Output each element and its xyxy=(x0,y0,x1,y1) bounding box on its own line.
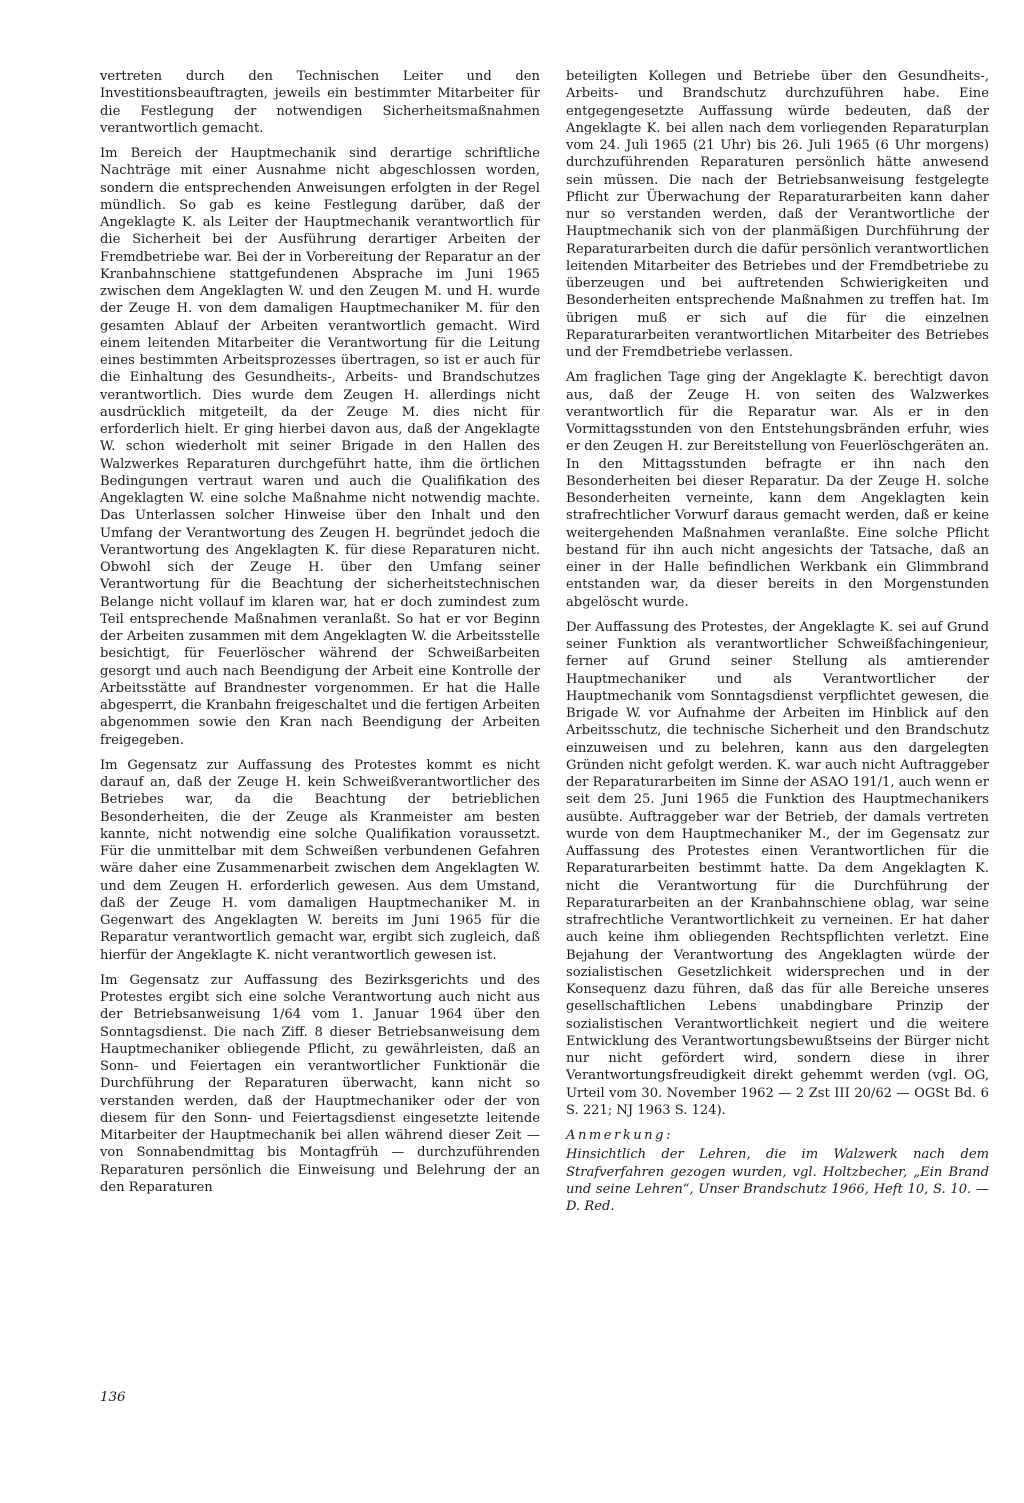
paragraph: Der Auffassung des Protestes, der Angeklagte K. sei auf Grund seiner Funktion als verantwortlicher Schweißfachingenieur, ferner auf Grund seiner Stellung als amtierender Hauptmechaniker und als Verantwortlicher der Hauptmechanik vom Sonntagsdienst verpflichtet gewesen, die Brigade W. vor Aufnahme der Arbeiten im Hinblick auf den Arbeitsschutz, die technische Sicherheit und den Brandschutz einzuweisen und zu belehren, kann aus den dargelegten Gründen nicht gefolgt werden. K. war auch nicht Auftraggeber der Reparaturarbeiten im Sinne der ASAO 191/1, auch wenn er seit dem 25. Juni 1965 die Funktion des Hauptmechanikers ausübte. Auftraggeber war der Betrieb, der damals vertreten wurde von dem Hauptmechaniker M., der im Gegensatz zur Auffassung des Protestes einen Verantwortlichen für die Reparaturarbeiten bestimmt hatte. Da dem Angeklagten K. nicht die Verantwortung für die Durchführung der Reparaturarbeiten an der Kranbahnschiene oblag, war seine strafrechtliche Verantwortlichkeit zu verneinen. Er hat daher auch keine ihm obliegenden Rechtspflichten verletzt. Eine Bejahung der Verantwortung des Angeklagten würde der sozialistischen Gesetzlichkeit widersprechen und in der Konsequenz dazu führen, daß das für alle Bereiche unseres gesellschaftlichen Lebens unabdingbare Prinzip der sozialistischen Verantwortlichkeit negiert und die weitere Entwicklung des Verantwortungsbewußtseins der Bürger nicht nur nicht gefördert wird, sondern diese in ihrer Verantwortungsfreudigkeit direkt gehemmt werden (vgl. OG, Urteil vom 30. November 1962 — 2 Zst III 20/62 — OGSt Bd. 6 S. 221; NJ 1963 S. 124). xyxy=(566,619,989,1118)
paragraph: Im Gegensatz zur Auffassung des Bezirksgerichts und des Protestes ergibt sich eine solche Verantwortung auch nicht aus der Betriebsanweisung 1/64 vom 1. Januar 1964 über den Sonntagsdienst. Die nach Ziff. 8 dieser Betriebsanweisung dem Hauptmechaniker obliegende Pflicht, zu gewährleisten, daß an Sonn- und Feiertagen ein verantwortlicher Funktionär die Durchführung der Reparaturen überwacht, kann nicht so verstanden werden, daß der Hauptmechaniker oder der von diesem für den Sonn- und Feiertagsdienst eingesetzte leitende Mitarbeiter der Hauptmechanik bei allen während dieser Zeit — von Sonnabendmittag bis Montagfrüh — durchzuführenden Reparaturen persönlich die Einweisung und Belehrung der an den Reparaturen xyxy=(100,972,540,1195)
paragraph: Im Gegensatz zur Auffassung des Protestes kommt es nicht darauf an, daß der Zeuge H. kein Schweißverantwortlicher des Betriebes war, da die Beachtung der betrieblichen Besonderheiten, die der Zeuge als Kranmeister am besten kannte, nicht notwendig eine solche Qualifikation voraussetzt. Für die unmittelbar mit dem Schweißen verbundenen Gefahren wäre daher eine Zusammenarbeit zwischen dem Angeklagten W. und dem Zeugen H. erforderlich gewesen. Aus dem Umstand, daß der Zeuge H. vom damaligen Hauptmechaniker M. in Gegenwart des Angeklagten W. bereits im Juni 1965 für die Reparatur verantwortlich gemacht war, ergibt sich zugleich, daß hierfür der Angeklagte K. nicht verantwortlich gewesen ist. xyxy=(100,757,540,963)
editorial-note: Hinsichtlich der Lehren, die im Walzwerk nach dem Strafverfahren gezogen wurden, vgl. Holtzbecher, „Ein Brand und seine Lehren“, Unser Brandschutz 1966, Heft 10, S. 10. — D. Red. xyxy=(566,1147,989,1214)
paragraph: vertreten durch den Technischen Leiter und den Investitionsbeauftragten, jeweils ein bestimmter Mitarbeiter für die Festlegung der notwendigen Sicherheitsmaßnahmen verantwortlich gemacht. xyxy=(100,69,540,136)
paragraph: Am fraglichen Tage ging der Angeklagte K. berechtigt davon aus, daß der Zeuge H. von seiten des Walzwerkes verantwortlich für die Reparatur war. Als er in den Vormittagsstunden von den Entstehungsbränden erfuhr, wies er den Zeugen H. zur Bereitstellung von Feuerlöschgeräten an. In den Mittagsstunden befragte er ihn nach den Besonderheiten bei dieser Reparatur. Da der Zeuge H. solche Besonderheiten verneinte, kann dem Angeklagten kein strafrechtlicher Vorwurf daraus gemacht werden, daß er keine weitergehenden Maßnahmen veranlaßte. Eine solche Pflicht bestand für ihn auch nicht angesichts der Tatsache, daß an einer in der Halle befindlichen Werkbank ein Glimmbrand entstanden war, da dieser bereits in den Morgenstunden abgelöscht wurde. xyxy=(566,370,989,610)
note-label: Anmerkung: xyxy=(566,1128,673,1143)
right-column xyxy=(566,68,989,1223)
left-column xyxy=(100,68,540,1204)
page-number: 136 xyxy=(100,1390,126,1405)
paragraph: Im Bereich der Hauptmechanik sind derartige schriftliche Nachträge mit einer Ausnahme nicht abgeschlossen worden, sondern die entsprechenden Anweisungen erfolgten in der Regel mündlich. So gab es keine Festlegung darüber, daß der Angeklagte K. als Leiter der Hauptmechanik verantwortlich für die Sicherheit bei der Ausführung derartiger Arbeiten der Fremdbetriebe war. Bei der in Vorbereitung der Reparatur an der Kranbahnschiene stattgefundenen Absprache im Juni 1965 zwischen dem Angeklagten W. und den Zeugen M. und H. wurde der Zeuge H. von dem damaligen Hauptmechaniker M. für den gesamten Ablauf der Arbeiten verantwortlich gemacht. Wird einem leitenden Mitarbeiter die Verantwortung für die Leitung eines bestimmten Arbeitsprozesses übertragen, so ist er auch für die Einhaltung des Gesundheits-, Arbeits- und Brandschutzes verantwortlich. Dies wurde dem Zeugen H. allerdings nicht ausdrücklich mitgeteilt, da der Zeuge M. dies nicht für erforderlich hielt. Er ging hierbei davon aus, daß der Angeklagte W. schon wiederholt mit seiner Brigade in den Hallen des Walzwerkes Reparaturen durchgeführt hatte, ihm die örtlichen Bedingungen vertraut waren und auch die Qualifikation des Angeklagten W. eine solche Maßnahme nicht notwendig machte. Das Unterlassen solcher Hinweise über den Inhalt und den Umfang der Verantwortung des Zeugen H. begründet jedoch die Verantwortung des Angeklagten K. für diese Reparaturen nicht. Obwohl sich der Zeuge H. über den Umfang seiner Verantwortung für die Beachtung der sicherheitstechnischen Belange nicht vollauf im klaren war, hat er doch zumindest zum Teil entsprechende Maßnahmen veranlaßt. So hat er vor Beginn der Arbeiten zusammen mit dem Angeklagten W. die Arbeitsstelle besichtigt, für Feuerlöscher während der Schweißarbeiten gesorgt und auch nach Beendigung der Arbeit eine Kontrolle der Arbeitsstätte auf Brandnester vorgenommen. Er hat die Halle abgesperrt, die Kranbahn freigeschaltet und die fertigen Arbeiten abgenommen sowie den Kran nach Beendigung der Arbeiten freigegeben. xyxy=(100,146,540,748)
paragraph: beteiligten Kollegen und Betriebe über den Gesundheits-, Arbeits- und Brandschutz durchzuführen habe. Eine entgegengesetzte Auffassung würde bedeuten, daß der Angeklagte K. bei allen nach dem vorliegenden Reparaturplan vom 24. Juli 1965 (21 Uhr) bis 26. Juli 1965 (6 Uhr morgens) durchzuführenden Reparaturen persönlich hätte anwesend sein müssen. Die nach der Betriebsanweisung festgelegte Pflicht zur Überwachung der Reparaturarbeiten kann daher nur so verstanden werden, daß der Verantwortliche der Hauptmechanik sich von der planmäßigen Durchführung der Reparaturarbeiten durch die dafür persönlich verantwortlichen leitenden Mitarbeiter des Betriebes und der Fremdbetriebe zu überzeugen und bei auftretenden Schwierigkeiten und Besonderheiten entsprechende Maßnahmen zu treffen hat. Im übrigen muß er sich auf die für die einzelnen Reparaturarbeiten verantwortlichen Mitarbeiter des Betriebes und der Fremdbetriebe verlassen. xyxy=(566,69,989,360)
